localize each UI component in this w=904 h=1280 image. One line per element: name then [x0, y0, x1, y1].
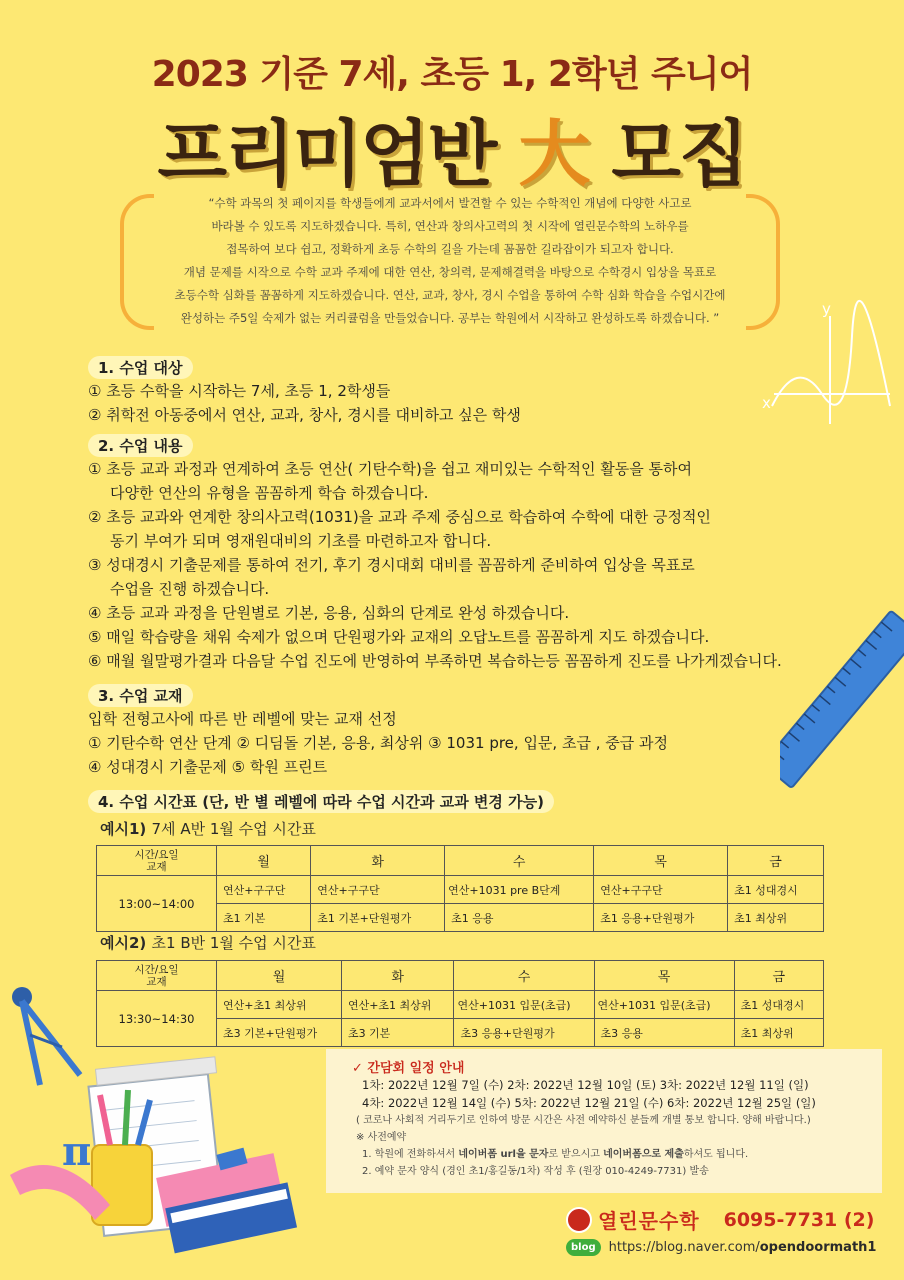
briefing-sessions-row: 4차: 2022년 12월 14일 (수) 5차: 2022년 12월 21일 (수) 6차: 2022년 12월 25일 (일) [362, 1096, 816, 1110]
table-cell: 초1 최상위 [728, 904, 824, 932]
table-row [97, 846, 824, 876]
section-line: ⑥ 매월 월말평가결과 다음달 수업 진도에 반영하여 부족하면 복습하는등 꼼꼼하게 진도를 나가게겠습니다. [88, 652, 782, 670]
table-cell: 초3 기본+단원평가 [217, 1019, 342, 1047]
table-cell: 연산+1031 입문(초급) [594, 991, 734, 1019]
day-header: 목 [594, 846, 728, 876]
reservation-step-1 [362, 1146, 882, 1163]
table-cell: 초3 응용 [594, 1019, 734, 1047]
blog-url-id: opendoormath1 [759, 1240, 877, 1255]
table-cell: 초3 기본 [341, 1019, 454, 1047]
academy-logo-icon [566, 1207, 592, 1233]
table-cell: 초1 기본+단원평가 [311, 904, 445, 932]
academy-brand [566, 1205, 874, 1234]
table-cell: 연산+1031 입문(초급) [454, 991, 594, 1019]
graph-y-label: y [822, 300, 831, 318]
table-cell: 연산+초1 최상위 [341, 991, 454, 1019]
section-heading: 1. 수업 대상 [88, 356, 193, 379]
section-line: 다양한 연산의 유형을 꼼꼼하게 학습 하겠습니다. [110, 484, 429, 502]
quote-text [154, 192, 746, 330]
section-heading: 2. 수업 내용 [88, 434, 193, 457]
section-line: ① 초등 교과 과정과 연계하여 초등 연산( 기탄수학)을 쉽고 재미있는 수학적인 활동을 통하여 [88, 460, 693, 478]
section-line: ② 취학전 아동중에서 연산, 교과, 창사, 경시를 대비하고 싶은 학생 [88, 406, 521, 424]
schedule-table [96, 845, 824, 932]
day-header: 수 [454, 961, 594, 991]
day-header: 월 [217, 846, 311, 876]
ruler-icon [780, 610, 904, 790]
section-heading: 3. 수업 교재 [88, 684, 193, 707]
phone-number: 6095-7731 (2) [723, 1208, 875, 1231]
table-cell: 초1 응용+단원평가 [594, 904, 728, 932]
section-line: 입학 전형고사에 따른 반 레벨에 맞는 교재 선정 [88, 710, 397, 728]
reservation-step-2: 2. 예약 문자 양식 (경인 초1/홍길동/1차) 작성 후 (원장 010-4249-7731) 발송 [362, 1166, 709, 1177]
reservation-text: 로 받으시고 [548, 1149, 604, 1160]
quote-box [120, 184, 780, 334]
compass-icon [12, 987, 80, 1085]
table-cell: 초1 성대경시 [734, 991, 823, 1019]
section-line: ① 기탄수학 연산 단계 ② 디딤돌 기본, 응용, 최상위 ③ 1031 pre, 입문, 초급 , 중급 과정 [88, 734, 668, 752]
schedule-label: 예시2) [100, 934, 147, 952]
blog-url-base: https://blog.naver.com/ [608, 1240, 760, 1255]
pi-symbol-icon: π [62, 1128, 92, 1175]
left-brace-decoration [120, 194, 154, 330]
academy-name: 열린문수학 [598, 1209, 700, 1233]
day-header: 월 [217, 961, 342, 991]
section-line: ② 초등 교과와 연계한 창의사고력(1031)을 교과 주제 중심으로 학습하여 수학에 대한 긍정적인 [88, 508, 711, 526]
section-line: ③ 성대경시 기출문제를 통하여 전기, 후기 경시대회 대비를 꼼꼼하게 준비하여 입상을 목표로 [88, 556, 695, 574]
section-materials [88, 684, 668, 779]
table-cell: 초3 응용+단원평가 [454, 1019, 594, 1047]
section-heading: 4. 수업 시간표 (단, 반 별 레벨에 따라 수업 시간과 교과 변경 가능) [88, 790, 554, 813]
reservation-emphasis: 네이버폼 url을 문자 [458, 1149, 549, 1160]
table-cell: 초1 성대경시 [728, 876, 824, 904]
quote-line: 개념 문제를 시작으로 수학 교과 주제에 대한 연산, 창의력, 문제해결력을 바탕으로 수학경시 입상을 목표로 [183, 265, 717, 279]
reservation-emphasis: 네이버폼으로 제출 [603, 1149, 684, 1160]
subtitle: 2023 기준 7세, 초등 1, 2학년 주니어 [151, 54, 753, 95]
table-cell: 연산+구구단 [311, 876, 445, 904]
quote-line: 초등수학 심화를 꼼꼼하게 지도하겠습니다. 연산, 교과, 창사, 경시 수업을 통하여 수학 심화 학습을 수업시간에 [174, 288, 726, 302]
quote-line: “수학 과목의 첫 페이지를 학생들에게 교과서에서 발견할 수 있는 수학적인 개념에 다양한 사고로 [208, 196, 692, 210]
time-cell: 13:30~14:30 [97, 991, 217, 1047]
day-header: 화 [311, 846, 445, 876]
graph-decoration-icon [752, 296, 892, 426]
reservation-heading: ※ 사전예약 [356, 1132, 407, 1143]
quote-line: 바라볼 수 있도록 지도하겠습니다. 특히, 연산과 창의사고력의 첫 시작에 열린문수학의 노하우를 [211, 219, 689, 233]
quote-line: 접목하여 보다 쉽고, 정확하게 초등 수학의 길을 가는데 꼼꼼한 길라잡이가 되고자 합니다. [226, 242, 674, 256]
table-cell: 초1 응용 [445, 904, 594, 932]
corner-line: 교재 [146, 860, 167, 873]
section-line: ⑤ 매일 학습량을 채워 숙제가 없으며 단원평가와 교재의 오답노트를 꼼꼼하게 지도 하겠습니다. [88, 628, 710, 646]
school-supplies-illustration-icon [0, 975, 320, 1280]
schedule-title [100, 932, 316, 953]
blog-url-link[interactable] [609, 1240, 877, 1255]
table-row [97, 876, 824, 904]
table-cell: 연산+초1 최상위 [217, 991, 342, 1019]
day-header: 목 [594, 961, 734, 991]
schedule-name: 7세 A반 1월 수업 시간표 [151, 820, 316, 838]
section-line: ④ 초등 교과 과정을 단원별로 기본, 응용, 심화의 단계로 완성 하겠습니다. [88, 604, 570, 622]
reservation-text: 1. 학원에 전화하셔서 [362, 1149, 459, 1160]
schedule-title [100, 818, 316, 839]
day-header: 화 [341, 961, 454, 991]
table-cell: 초1 기본 [217, 904, 311, 932]
corner-line: 시간/요일 [134, 963, 179, 976]
briefing-title: ✓ 간담회 일정 안내 [352, 1061, 465, 1076]
table-cell: 초1 최상위 [734, 1019, 823, 1047]
reservation-text: 하셔도 됩니다. [683, 1149, 749, 1160]
section-target [88, 356, 521, 427]
blog-icon: blog [566, 1239, 601, 1256]
schedule-label: 예시1) [100, 820, 147, 838]
quote-line: 완성하는 주5일 숙제가 없는 커리큘럼을 만들었습니다. 공부는 학원에서 시작하고 완성하도록 하겠습니다. ” [180, 311, 720, 325]
section-line: 동기 부여가 되며 영재원대비의 기초를 마련하고자 합니다. [110, 532, 492, 550]
main-title-part-a: 프리미엄반 [157, 112, 519, 196]
section-content [88, 434, 782, 673]
graph-x-label: x [762, 394, 771, 412]
section-line: 수업을 진행 하겠습니다. [110, 580, 270, 598]
section-schedule [88, 790, 554, 813]
schedule-name: 초1 B반 1월 수업 시간표 [151, 934, 316, 952]
corner-line: 시간/요일 [134, 848, 179, 861]
briefing-note: ( 코로나 사회적 거리두기로 인하여 방문 시간은 사전 예약하신 분들께 개별 통보 합니다. 양해 바랍니다.) [356, 1115, 811, 1126]
section-line: ④ 성대경시 기출문제 ⑤ 학원 프린트 [88, 758, 328, 776]
table-cell: 연산+구구단 [594, 876, 728, 904]
table-cell: 연산+구구단 [217, 876, 311, 904]
time-cell: 13:00~14:00 [97, 876, 217, 932]
blog-link-row [566, 1239, 876, 1256]
briefing-info-box [326, 1049, 882, 1193]
corner-line: 교재 [146, 975, 167, 988]
day-header: 금 [728, 846, 824, 876]
day-header: 금 [734, 961, 823, 991]
section-line: ① 초등 수학을 시작하는 7세, 초등 1, 2학생들 [88, 382, 391, 400]
table-corner-cell [97, 846, 217, 876]
main-title-part-b: 모집 [588, 112, 747, 196]
main-title-big-char: 大 [518, 111, 589, 196]
briefing-sessions-row: 1차: 2022년 12월 7일 (수) 2차: 2022년 12월 10일 (토) 3차: 2022년 12월 11일 (일) [362, 1078, 809, 1092]
day-header: 수 [445, 846, 594, 876]
table-cell: 연산+1031 pre B단계 [445, 876, 594, 904]
